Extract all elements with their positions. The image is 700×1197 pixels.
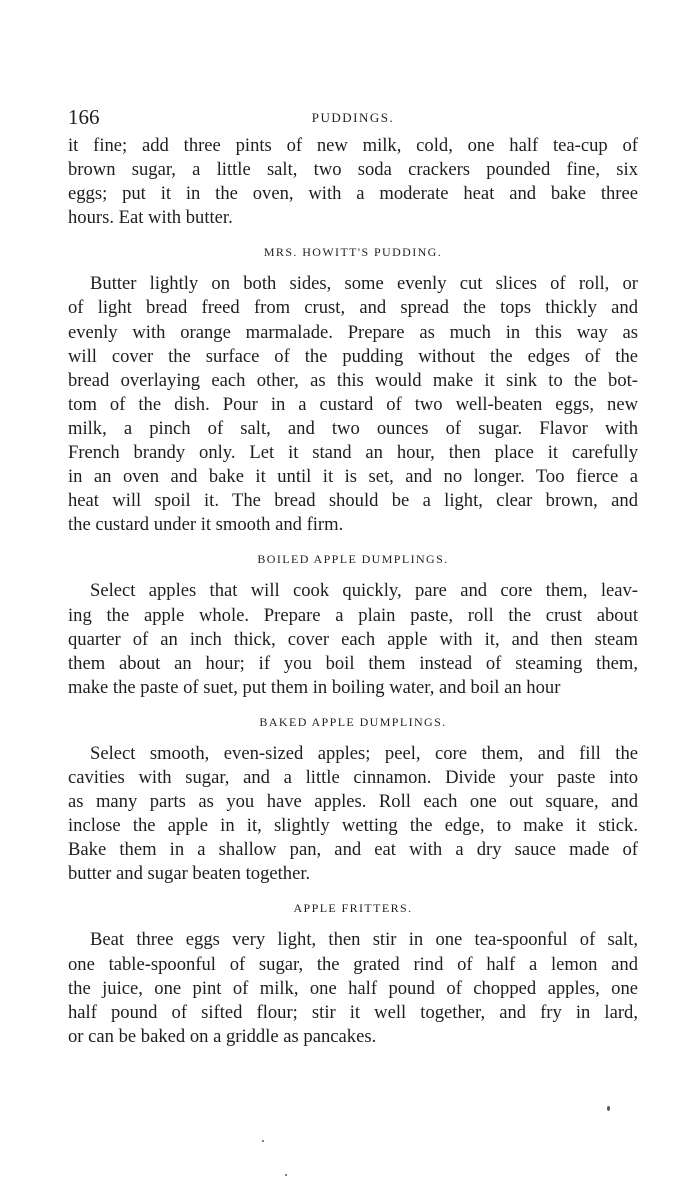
page-number: 166 [68,105,100,129]
text-line: Bake them in a shallow pan, and eat with a dry sauce made of [68,839,638,861]
text-line: bread overlaying each other, as this would make it sink to the bot- [68,369,638,391]
text-line: or can be baked on a griddle as pancakes. [68,1025,377,1047]
text-line: cavities with sugar, and a little cinnamon. Divide your paste into [68,766,638,788]
section-title: BAKED APPLE DUMPLINGS. [259,714,447,729]
text-line: the juice, one pint of milk, one half pound of chopped apples, one [68,977,638,999]
text-line: hours. Eat with butter. [68,207,233,229]
text-line: Beat three eggs very light, then stir in one tea-spoonful of salt, [90,929,638,951]
intro-paragraph [68,134,638,230]
text-line: inclose the apple in it, slightly wetting the edge, to make it stick. [68,815,638,837]
section-title: APPLE FRITTERS. [293,901,413,916]
text-line: evenly with orange marmalade. Prepare as much in this way as [68,321,638,343]
text-line: in an oven and bake it until it is set, and no longer. Too fierce a [68,466,638,488]
text-line: ing the apple whole. Prepare a plain paste, roll the crust about [68,604,638,626]
recipe-paragraph [68,579,638,699]
text-line: of light bread freed from crust, and spread the tops thickly and [68,297,638,319]
text-line: eggs; put it in the oven, with a moderate heat and bake three [68,183,638,205]
running-title: PUDDINGS. [311,110,395,125]
recipe-paragraph [68,742,638,887]
section-title: BOILED APPLE DUMPLINGS. [257,552,449,567]
text-line: Select apples that will cook quickly, pare and core them, leav- [90,580,638,602]
recipe-paragraph [68,272,638,537]
text-line: them about an hour; if you boil them instead of steaming them, [68,652,638,674]
text-line: will cover the surface of the pudding without the edges of the [68,345,638,367]
text-line: French brandy only. Let it stand an hour, then place it carefully [68,442,638,464]
text-line: quarter of an inch thick, cover each apple with it, and then steam [68,628,638,650]
text-line: Select smooth, even-sized apples; peel, core them, and fill the [90,742,638,764]
section-title: MRS. HOWITT'S PUDDING. [263,245,443,260]
recipe-paragraph [68,928,638,1048]
book-page [68,104,638,1049]
page-header [68,104,638,134]
scan-speck [262,1140,264,1142]
text-line: one table-spoonful of sugar, the grated rind of half a lemon and [68,953,638,975]
text-line: make the paste of suet, put them in boiling water, and boil an hour [68,676,561,698]
text-line: tom of the dish. Pour in a custard of two well-beaten eggs, new [68,393,638,415]
text-line: the custard under it smooth and firm. [68,514,344,536]
text-line: Butter lightly on both sides, some evenly cut slices of roll, or [90,273,638,295]
text-line: milk, a pinch of salt, and two ounces of sugar. Flavor with [68,417,638,439]
text-line: butter and sugar beaten together. [68,863,311,885]
scan-speck [607,1106,610,1111]
text-line: heat will spoil it. The bread should be a light, clear brown, and [68,490,638,512]
scan-speck [285,1174,287,1176]
text-line: it fine; add three pints of new milk, cold, one half tea-cup of [68,135,638,156]
text-line: half pound of sifted flour; stir it well together, and fry in lard, [68,1001,638,1023]
text-line: brown sugar, a little salt, two soda crackers pounded fine, six [68,159,638,181]
text-line: as many parts as you have apples. Roll each one out square, and [68,791,638,813]
